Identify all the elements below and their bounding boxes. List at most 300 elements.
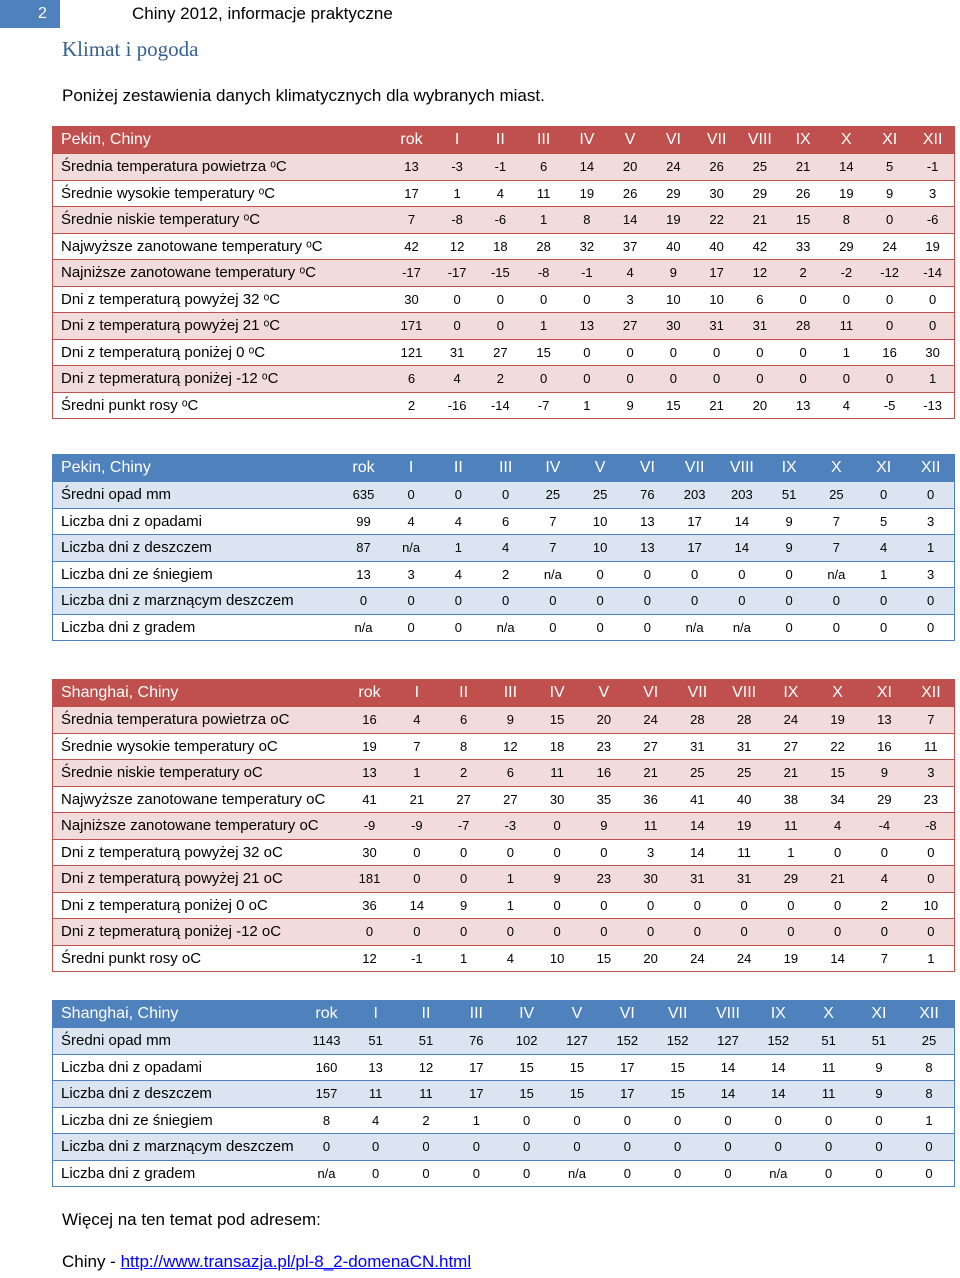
table-cell: 11	[627, 813, 674, 840]
table-cell: 51	[766, 482, 813, 509]
table-cell: 32	[565, 233, 608, 260]
table-cell: 0	[652, 1134, 702, 1161]
table-cell: n/a	[552, 1160, 602, 1187]
row-label: Liczba dni z opadami	[53, 508, 340, 535]
table-cell: 0	[868, 286, 911, 313]
table-cell: 21	[768, 760, 815, 787]
table-cell: 19	[825, 180, 868, 207]
shanghai-precipitation-table	[52, 1000, 955, 1187]
table-cell: 0	[303, 1134, 351, 1161]
table-cell: 27	[440, 786, 487, 813]
row-label: Liczba dni z gradem	[53, 1160, 303, 1187]
table-cell: 26	[782, 180, 825, 207]
table-cell: 13	[351, 1054, 401, 1081]
row-label: Średni punkt rosy oC	[53, 945, 346, 972]
table-cell: 17	[695, 260, 738, 287]
table-cell: 34	[814, 786, 861, 813]
table-cell: 7	[529, 508, 576, 535]
column-header: XI	[854, 1001, 904, 1028]
table-cell: 14	[814, 945, 861, 972]
column-header: IX	[766, 455, 813, 482]
table-cell: 15	[501, 1081, 551, 1108]
table-row	[53, 154, 955, 181]
table-cell: 30	[652, 313, 695, 340]
column-header: III	[522, 127, 565, 154]
table-cell: 157	[303, 1081, 351, 1108]
table-cell: 152	[652, 1028, 702, 1055]
table-cell: 15	[522, 339, 565, 366]
table-cell: 10	[908, 892, 955, 919]
table-cell: 9	[652, 260, 695, 287]
table-cell: 12	[738, 260, 781, 287]
table-cell: 0	[703, 1160, 753, 1187]
table-cell: 0	[868, 207, 911, 234]
table-cell: 0	[814, 839, 861, 866]
table-cell: 0	[738, 339, 781, 366]
table-cell: 0	[908, 919, 955, 946]
table-cell: 41	[674, 786, 721, 813]
table-cell: 24	[674, 945, 721, 972]
table-cell: 0	[435, 614, 482, 641]
column-header: V	[581, 680, 628, 707]
table-cell: 16	[868, 339, 911, 366]
table-cell: 11	[768, 813, 815, 840]
table-cell: 1	[436, 180, 479, 207]
table-cell: 13	[624, 535, 671, 562]
row-label: Liczba dni ze śniegiem	[53, 1107, 303, 1134]
table-cell: -17	[388, 260, 436, 287]
table-row	[53, 392, 955, 419]
transazja-link[interactable]: http://www.transazja.pl/pl-8_2-domenaCN.html	[120, 1252, 472, 1271]
table-cell: 0	[803, 1160, 853, 1187]
column-header: II	[401, 1001, 451, 1028]
table-cell: 0	[529, 614, 576, 641]
table-cell: 7	[394, 733, 441, 760]
table-cell: 23	[581, 866, 628, 893]
table-cell: 0	[388, 482, 435, 509]
table-cell: 8	[565, 207, 608, 234]
table-cell: 14	[753, 1081, 803, 1108]
table-cell: 1	[487, 892, 534, 919]
table-cell: 31	[721, 733, 768, 760]
table-cell: 9	[766, 508, 813, 535]
column-header: X	[813, 455, 860, 482]
row-label: Dni z temperaturą powyżej 21 oC	[53, 866, 346, 893]
table-row	[53, 313, 955, 340]
table-cell: 12	[436, 233, 479, 260]
table-cell: 40	[652, 233, 695, 260]
page-number-badge: 2	[0, 0, 60, 28]
table-cell: 1	[451, 1107, 501, 1134]
table-cell: 1	[904, 1107, 954, 1134]
column-header: IV	[565, 127, 608, 154]
table-cell: 25	[577, 482, 624, 509]
table-cell: 3	[627, 839, 674, 866]
table-cell: 1	[440, 945, 487, 972]
table-cell: 0	[627, 892, 674, 919]
row-label: Liczba dni ze śniegiem	[53, 561, 340, 588]
row-label: Najwyższe zanotowane temperatury oC	[53, 786, 346, 813]
table-city-header: Shanghai, Chiny	[53, 1001, 303, 1028]
table-row	[53, 561, 955, 588]
table-cell: 0	[652, 339, 695, 366]
table-cell: 0	[721, 892, 768, 919]
table-cell: 0	[703, 1107, 753, 1134]
table-cell: 0	[577, 561, 624, 588]
column-header: I	[394, 680, 441, 707]
table-cell: 0	[703, 1134, 753, 1161]
table-cell: 51	[803, 1028, 853, 1055]
table-cell: 29	[768, 866, 815, 893]
table-cell: 22	[814, 733, 861, 760]
table-cell: 102	[501, 1028, 551, 1055]
table-cell: 0	[565, 286, 608, 313]
table-cell: 0	[904, 1134, 954, 1161]
table-cell: 0	[394, 839, 441, 866]
table-row	[53, 945, 955, 972]
table-cell: 11	[351, 1081, 401, 1108]
table-cell: 127	[703, 1028, 753, 1055]
table-cell: 0	[671, 588, 718, 615]
column-header: X	[803, 1001, 853, 1028]
table-cell: 0	[652, 1107, 702, 1134]
table-cell: 0	[695, 339, 738, 366]
table-cell: 7	[813, 508, 860, 535]
column-header: VI	[652, 127, 695, 154]
table-cell: 0	[581, 839, 628, 866]
table-cell: 18	[479, 233, 522, 260]
table-row	[53, 839, 955, 866]
table-cell: 19	[652, 207, 695, 234]
table-cell: 0	[803, 1107, 853, 1134]
table-cell: 0	[911, 313, 954, 340]
table-cell: 0	[766, 561, 813, 588]
document-header-title: Chiny 2012, informacje praktyczne	[132, 4, 393, 23]
table-cell: 0	[624, 588, 671, 615]
column-header: IV	[534, 680, 581, 707]
table-cell: 21	[394, 786, 441, 813]
table-cell: 17	[671, 535, 718, 562]
row-label: Liczba dni z gradem	[53, 614, 340, 641]
table-cell: 4	[861, 866, 908, 893]
table-cell: 9	[534, 866, 581, 893]
table-cell: 12	[346, 945, 394, 972]
table-cell: 0	[577, 588, 624, 615]
table-cell: 7	[529, 535, 576, 562]
table-cell: 0	[854, 1107, 904, 1134]
table-cell: 4	[435, 508, 482, 535]
table-cell: 15	[534, 707, 581, 734]
table-row	[53, 786, 955, 813]
table-row	[53, 1081, 955, 1108]
link-prefix: Chiny -	[62, 1252, 121, 1271]
table-cell: -13	[911, 392, 954, 419]
table-cell: 20	[581, 707, 628, 734]
table-cell: 3	[907, 561, 954, 588]
table-cell: 0	[340, 588, 388, 615]
table-header-row	[53, 127, 955, 154]
table-cell: 14	[394, 892, 441, 919]
table-cell: 160	[303, 1054, 351, 1081]
table-cell: 13	[340, 561, 388, 588]
table-cell: -14	[911, 260, 954, 287]
table-cell: 36	[346, 892, 394, 919]
table-cell: 8	[303, 1107, 351, 1134]
table-cell: 0	[803, 1134, 853, 1161]
section-title: Klimat i pogoda	[62, 37, 199, 61]
table-cell: 19	[911, 233, 954, 260]
table-cell: 0	[501, 1160, 551, 1187]
table-cell: 0	[782, 366, 825, 393]
table-row	[53, 892, 955, 919]
table-cell: 15	[652, 1081, 702, 1108]
table-cell: 0	[346, 919, 394, 946]
table-cell: 0	[482, 588, 529, 615]
table-cell: 40	[695, 233, 738, 260]
column-header: XII	[904, 1001, 954, 1028]
table-cell: 9	[766, 535, 813, 562]
table-row	[53, 1107, 955, 1134]
table-cell: 0	[534, 892, 581, 919]
table-cell: 3	[609, 286, 652, 313]
row-label: Najwyższe zanotowane temperatury ᵒC	[53, 233, 388, 260]
table-cell: 0	[552, 1134, 602, 1161]
table-cell: -1	[394, 945, 441, 972]
table-cell: 40	[721, 786, 768, 813]
table-cell: 31	[674, 733, 721, 760]
table-cell: -5	[868, 392, 911, 419]
table-cell: 0	[861, 839, 908, 866]
table-cell: 14	[753, 1054, 803, 1081]
table-cell: 0	[627, 919, 674, 946]
table-cell: 4	[388, 508, 435, 535]
table-cell: 10	[577, 508, 624, 535]
table-cell: 25	[721, 760, 768, 787]
column-header: IV	[501, 1001, 551, 1028]
column-header: VII	[674, 680, 721, 707]
table-row	[53, 760, 955, 787]
table-cell: 0	[479, 286, 522, 313]
table-cell: 51	[351, 1028, 401, 1055]
table-cell: 203	[718, 482, 765, 509]
table-cell: -8	[908, 813, 955, 840]
table-cell: 0	[565, 366, 608, 393]
table-cell: 30	[627, 866, 674, 893]
column-header: III	[482, 455, 529, 482]
table-cell: 0	[674, 892, 721, 919]
column-header: rok	[340, 455, 388, 482]
table-cell: 0	[671, 561, 718, 588]
beijing-temperature-table	[52, 126, 955, 419]
table-cell: 0	[813, 588, 860, 615]
table-cell: 17	[451, 1054, 501, 1081]
table-cell: 21	[627, 760, 674, 787]
table-cell: -1	[565, 260, 608, 287]
table-cell: 26	[609, 180, 652, 207]
column-header: IX	[753, 1001, 803, 1028]
table-cell: 0	[602, 1160, 652, 1187]
table-cell: 1	[860, 561, 907, 588]
table-cell: 26	[695, 154, 738, 181]
table-cell: 0	[482, 482, 529, 509]
column-header: XII	[907, 455, 954, 482]
table-cell: -12	[868, 260, 911, 287]
column-header: VI	[627, 680, 674, 707]
table-cell: 28	[674, 707, 721, 734]
table-cell: 13	[388, 154, 436, 181]
table-cell: 4	[479, 180, 522, 207]
table-cell: 3	[908, 760, 955, 787]
table-cell: 4	[609, 260, 652, 287]
table-cell: 0	[522, 286, 565, 313]
table-cell: 30	[388, 286, 436, 313]
table-cell: 2	[401, 1107, 451, 1134]
table-header-row	[53, 1001, 955, 1028]
table-cell: 18	[534, 733, 581, 760]
column-header: X	[825, 127, 868, 154]
table-cell: 0	[652, 1160, 702, 1187]
table-cell: 0	[577, 614, 624, 641]
intro-text: Poniżej zestawienia danych klimatycznych dla wybranych miast.	[62, 86, 545, 105]
column-header: rok	[303, 1001, 351, 1028]
table-cell: 0	[674, 919, 721, 946]
table-cell: 0	[388, 588, 435, 615]
column-header: III	[451, 1001, 501, 1028]
table-cell: 7	[861, 945, 908, 972]
table-cell: 0	[602, 1107, 652, 1134]
table-cell: 31	[695, 313, 738, 340]
table-cell: 13	[782, 392, 825, 419]
table-cell: 0	[860, 482, 907, 509]
table-cell: 10	[577, 535, 624, 562]
table-cell: 28	[782, 313, 825, 340]
table-cell: 1	[522, 313, 565, 340]
table-cell: 1	[908, 945, 955, 972]
table-cell: 2	[782, 260, 825, 287]
table-cell: -8	[522, 260, 565, 287]
row-label: Dni z temperaturą powyżej 32 ᵒC	[53, 286, 388, 313]
table-cell: 19	[565, 180, 608, 207]
table-cell: 15	[814, 760, 861, 787]
table-cell: 4	[435, 561, 482, 588]
table-cell: 15	[552, 1054, 602, 1081]
table-cell: 4	[825, 392, 868, 419]
table-cell: 17	[671, 508, 718, 535]
table-cell: 6	[738, 286, 781, 313]
table-cell: 9	[581, 813, 628, 840]
table-row	[53, 366, 955, 393]
table-cell: 15	[552, 1081, 602, 1108]
table-cell: 25	[674, 760, 721, 787]
table-cell: 1	[907, 535, 954, 562]
table-cell: 11	[534, 760, 581, 787]
shanghai-temperature-table	[52, 679, 955, 972]
table-cell: 9	[861, 760, 908, 787]
table-cell: 14	[703, 1081, 753, 1108]
row-label: Liczba dni z marznącym deszczem	[53, 1134, 303, 1161]
table-cell: 0	[854, 1160, 904, 1187]
table-cell: -3	[487, 813, 534, 840]
table-cell: 0	[624, 614, 671, 641]
table-cell: 0	[868, 366, 911, 393]
table-cell: 27	[627, 733, 674, 760]
table-cell: 0	[440, 839, 487, 866]
table-cell: 38	[768, 786, 815, 813]
table-row	[53, 614, 955, 641]
table-cell: -15	[479, 260, 522, 287]
column-header: XII	[911, 127, 954, 154]
table-cell: 30	[346, 839, 394, 866]
table-row	[53, 535, 955, 562]
table-cell: 8	[904, 1081, 954, 1108]
table-cell: 0	[860, 614, 907, 641]
table-cell: 33	[782, 233, 825, 260]
table-cell: 152	[753, 1028, 803, 1055]
table-cell: 0	[814, 919, 861, 946]
table-row	[53, 286, 955, 313]
table-cell: 14	[703, 1054, 753, 1081]
table-cell: 21	[695, 392, 738, 419]
column-header: IX	[782, 127, 825, 154]
table-cell: 20	[609, 154, 652, 181]
column-header: XI	[860, 455, 907, 482]
column-header: V	[609, 127, 652, 154]
table-cell: 6	[388, 366, 436, 393]
table-row	[53, 1160, 955, 1187]
table-cell: 14	[674, 813, 721, 840]
table-cell: 30	[911, 339, 954, 366]
table-cell: 0	[609, 366, 652, 393]
table-cell: 127	[552, 1028, 602, 1055]
table-cell: 1	[825, 339, 868, 366]
table-cell: -7	[440, 813, 487, 840]
table-cell: 29	[861, 786, 908, 813]
row-label: Średnia temperatura powietrza ᵒC	[53, 154, 388, 181]
table-cell: 76	[451, 1028, 501, 1055]
table-cell: 0	[581, 892, 628, 919]
table-cell: 0	[825, 366, 868, 393]
table-cell: 0	[768, 892, 815, 919]
table-cell: 14	[825, 154, 868, 181]
row-label: Dni z temperaturą powyżej 32 oC	[53, 839, 346, 866]
row-label: Średnia temperatura powietrza oC	[53, 707, 346, 734]
table-cell: 0	[907, 614, 954, 641]
table-cell: 0	[534, 919, 581, 946]
table-cell: 6	[487, 760, 534, 787]
table-cell: 0	[388, 614, 435, 641]
table-row	[53, 813, 955, 840]
column-header: VIII	[718, 455, 765, 482]
table-cell: 0	[624, 561, 671, 588]
table-cell: 8	[904, 1054, 954, 1081]
table-cell: 0	[695, 366, 738, 393]
table-cell: 0	[609, 339, 652, 366]
table-cell: n/a	[388, 535, 435, 562]
column-header: VIII	[738, 127, 781, 154]
table-cell: 9	[487, 707, 534, 734]
table-row	[53, 588, 955, 615]
table-cell: -9	[346, 813, 394, 840]
column-header: III	[487, 680, 534, 707]
table-cell: -14	[479, 392, 522, 419]
table-cell: 14	[718, 508, 765, 535]
table-cell: 27	[479, 339, 522, 366]
table-cell: 30	[695, 180, 738, 207]
table-cell: 0	[766, 614, 813, 641]
table-cell: 4	[351, 1107, 401, 1134]
table-cell: 24	[868, 233, 911, 260]
column-header: VIII	[703, 1001, 753, 1028]
